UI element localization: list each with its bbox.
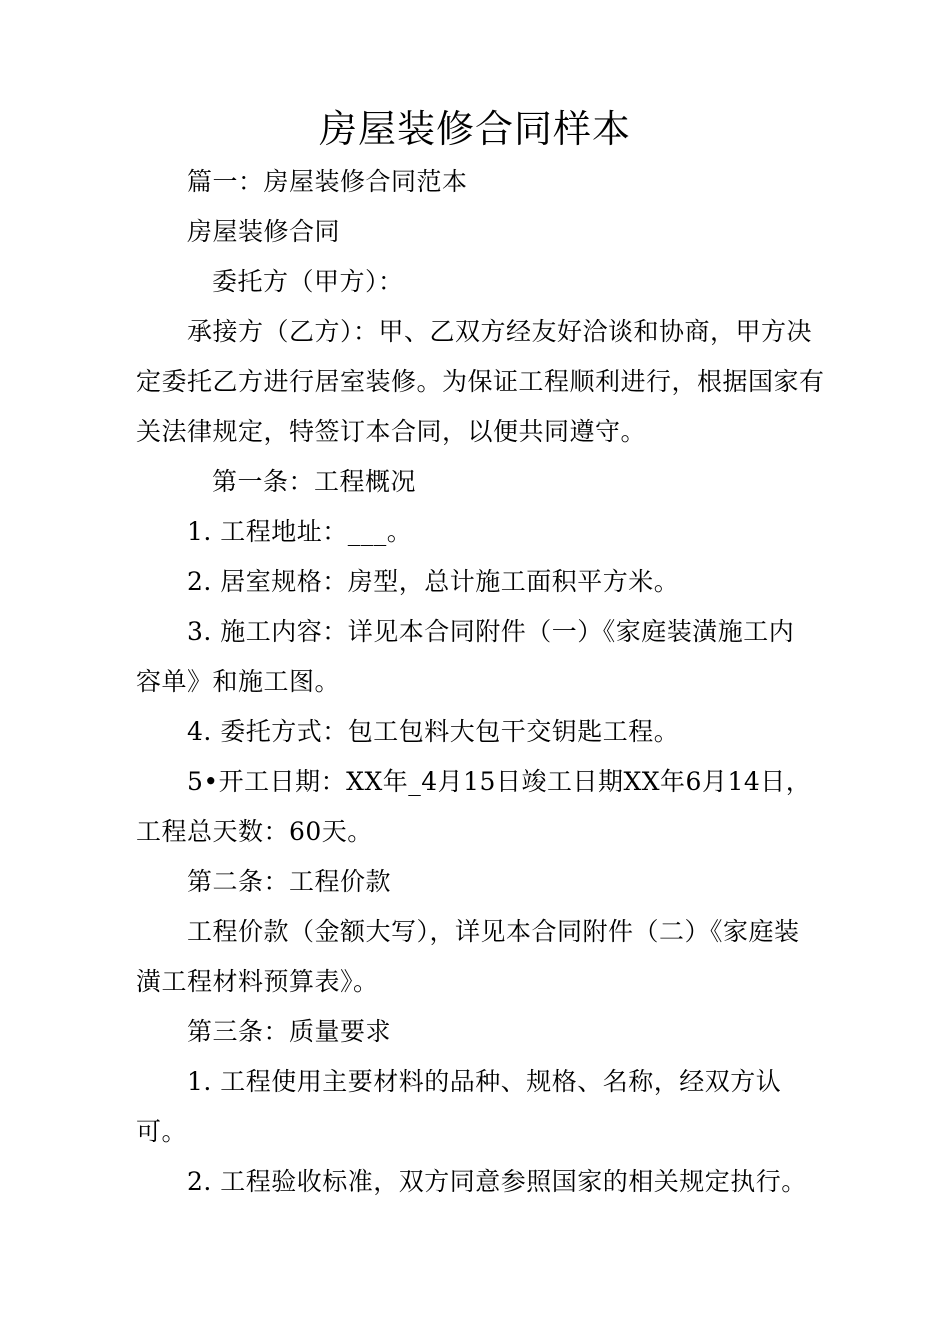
party-a-line: 委托方（甲方）： bbox=[212, 267, 404, 296]
paragraph-line: 定委托乙方进行居室装修。为保证工程顺利进行，根据国家有 bbox=[136, 367, 825, 396]
list-item: 5•开工日期：XX年_4月15日竣工日期XX年6月14日， bbox=[187, 767, 812, 796]
paragraph-line: 工程价款（金额大写），详见本合同附件（二）《家庭装 bbox=[187, 917, 800, 946]
list-item: 3. 施工内容：详见本合同附件（一）《家庭装潢施工内 bbox=[187, 617, 795, 646]
list-item: 1. 工程地址：___。 bbox=[187, 517, 413, 546]
article-heading-one: 第一条：工程概况 bbox=[212, 467, 417, 496]
list-item: 4. 委托方式：包工包料大包干交钥匙工程。 bbox=[187, 717, 680, 746]
paragraph-line: 关法律规定，特签订本合同，以便共同遵守。 bbox=[136, 417, 647, 446]
list-item: 1. 工程使用主要材料的品种、规格、名称，经双方认 bbox=[187, 1067, 782, 1096]
list-item-continuation: 工程总天数：60天。 bbox=[136, 817, 373, 846]
paragraph-line: 潢工程材料预算表》。 bbox=[136, 967, 379, 996]
document-title: 房屋装修合同样本 bbox=[318, 107, 631, 151]
paragraph-line: 承接方（乙方）：甲、乙双方经友好洽谈和协商，甲方决 bbox=[187, 317, 813, 346]
list-item: 2. 居室规格：房型，总计施工面积平方米。 bbox=[187, 567, 680, 596]
section-heading-part-one: 篇一：房屋装修合同范本 bbox=[187, 167, 468, 196]
list-item-continuation: 可。 bbox=[136, 1117, 188, 1146]
article-heading-three: 第三条：质量要求 bbox=[187, 1017, 392, 1046]
article-heading-two: 第二条：工程价款 bbox=[187, 867, 392, 896]
list-item: 2. 工程验收标准，双方同意参照国家的相关规定执行。 bbox=[187, 1167, 807, 1196]
contract-name: 房屋装修合同 bbox=[187, 217, 341, 246]
list-item-continuation: 容单》和施工图。 bbox=[136, 667, 341, 696]
